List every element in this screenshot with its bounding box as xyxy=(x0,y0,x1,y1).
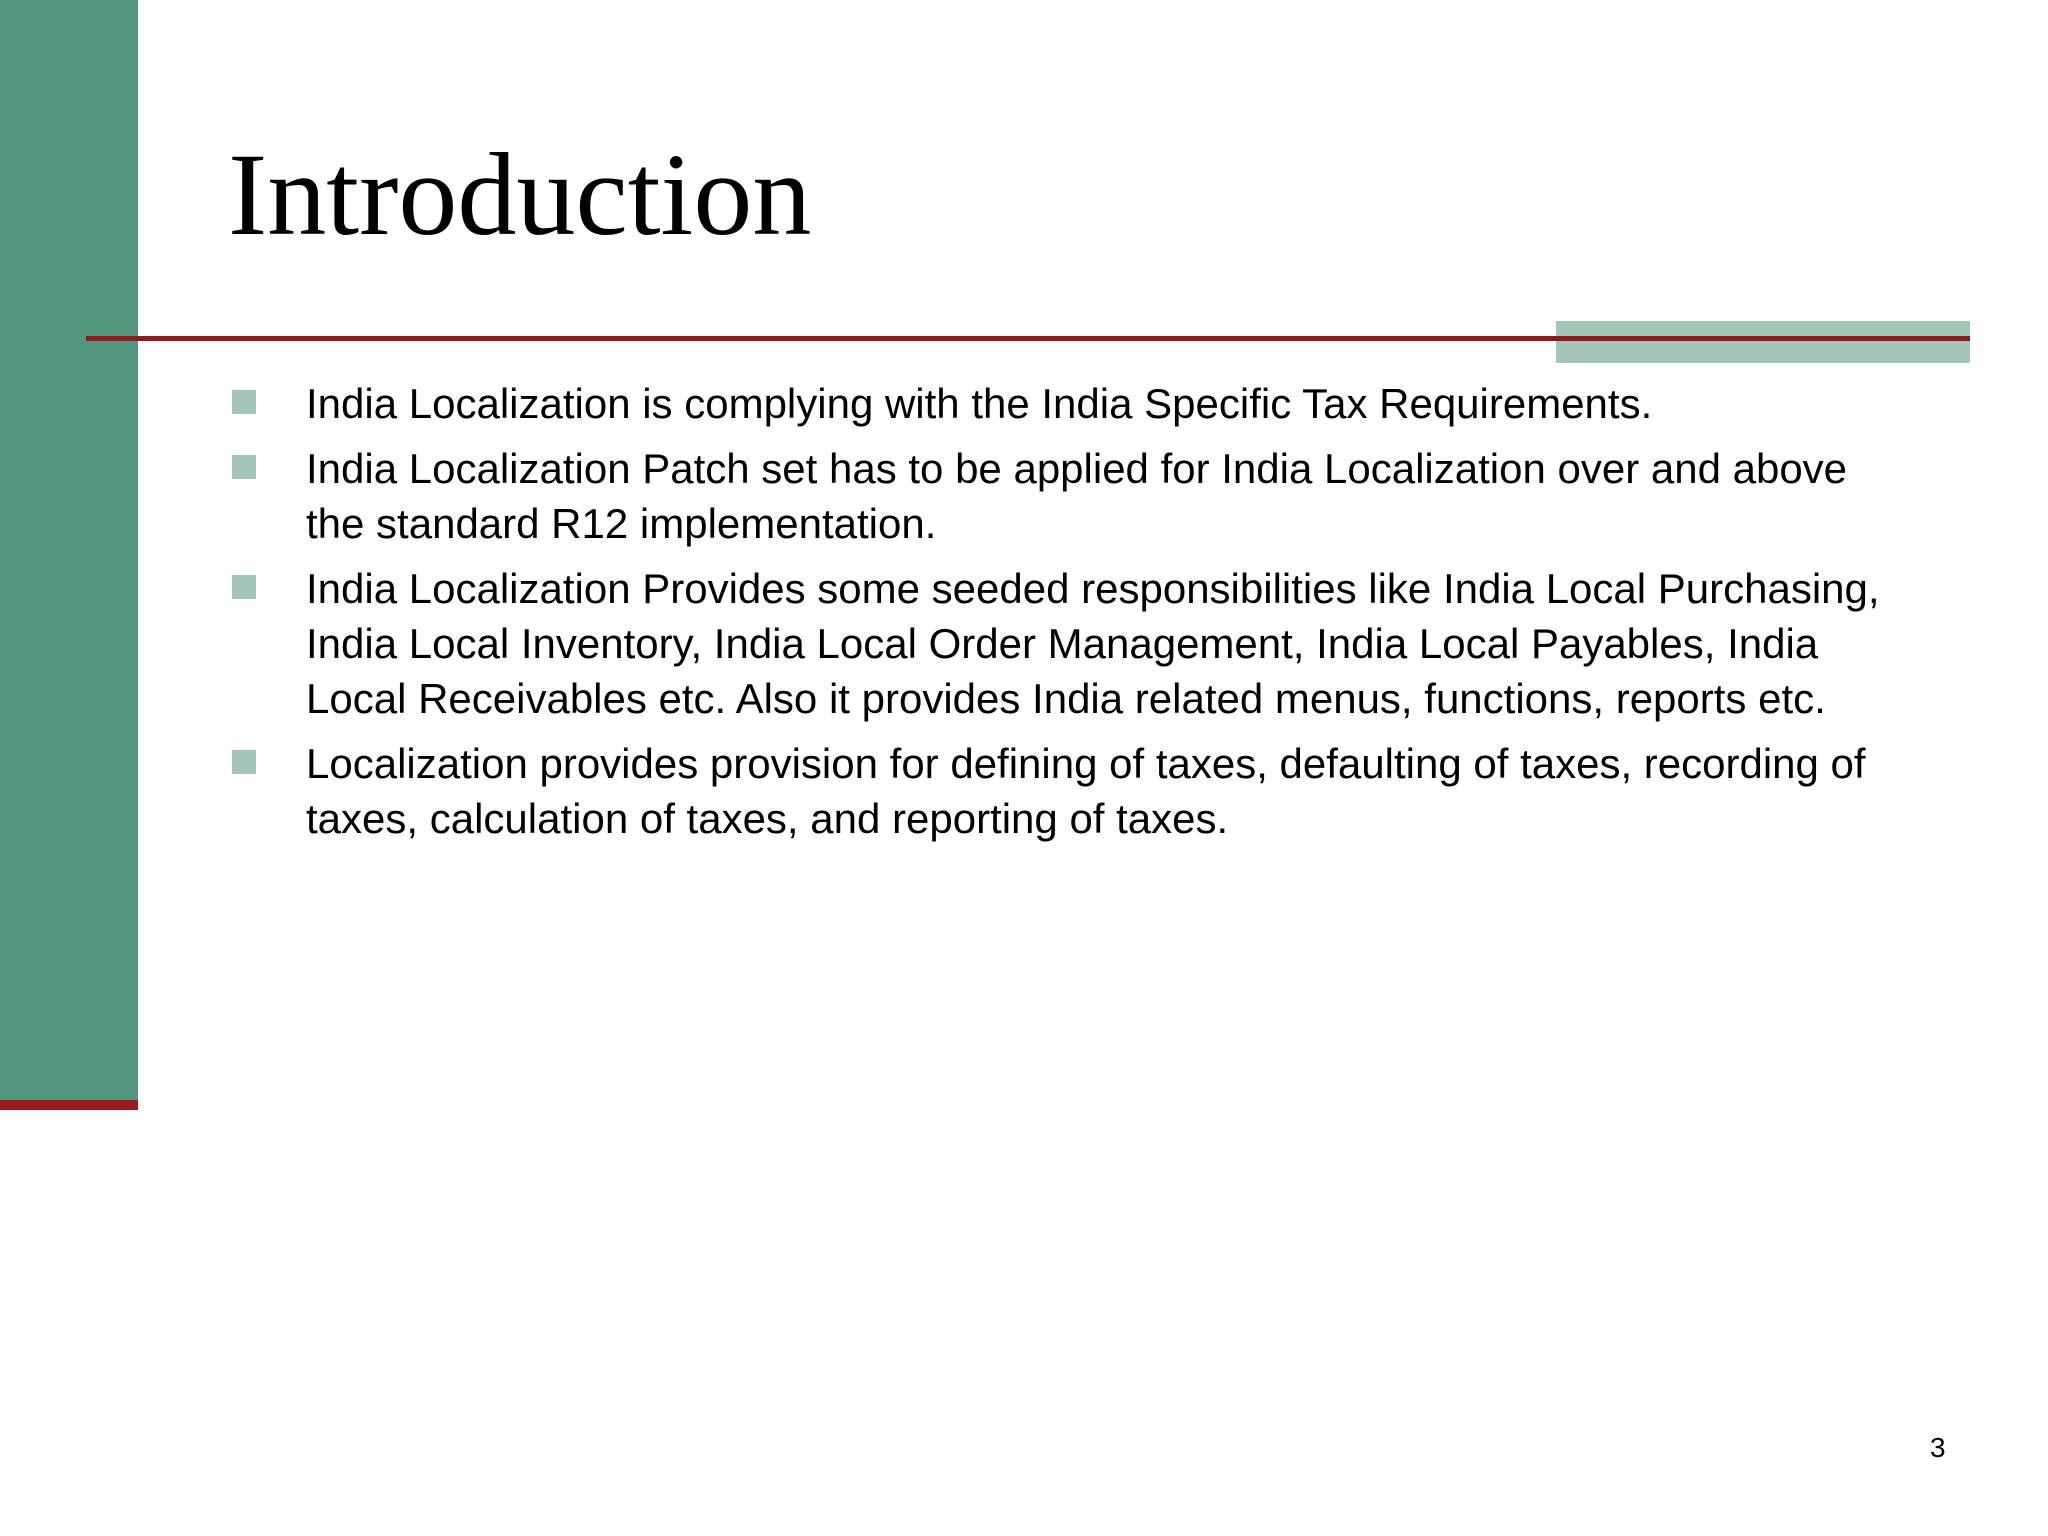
bullet-item xyxy=(232,561,1912,726)
square-bullet-icon xyxy=(232,390,256,414)
bullet-text: India Localization is complying with the India Specific Tax Requirements. xyxy=(306,380,1653,427)
slide-title: Introduction xyxy=(228,129,812,260)
bullet-text: Localization provides provision for defining of taxes, defaulting of taxes, recording of taxes, calculation of taxes, and reporting of taxes. xyxy=(306,740,1866,842)
left-sidebar-accent-line xyxy=(0,1100,138,1110)
square-bullet-icon xyxy=(232,575,256,599)
bullet-item xyxy=(232,376,1912,431)
bullet-text: India Localization Patch set has to be applied for India Localization over and above the standard R12 implementation. xyxy=(306,445,1848,547)
bullet-item xyxy=(232,441,1912,551)
bullet-list xyxy=(232,376,1912,856)
title-divider-line xyxy=(86,336,1970,341)
square-bullet-icon xyxy=(232,750,256,774)
left-sidebar-bar xyxy=(0,0,138,1100)
page-number: 3 xyxy=(1930,1432,1946,1463)
title-accent-block xyxy=(1556,321,1970,363)
square-bullet-icon xyxy=(232,455,256,479)
bullet-text: India Localization Provides some seeded responsibilities like India Local Purchasing, India Local Inventory, India Local Order Management, India Local Payables, India Local Receivables etc. Also it provides India related menus, functions, reports etc. xyxy=(306,565,1880,722)
bullet-item xyxy=(232,736,1912,846)
